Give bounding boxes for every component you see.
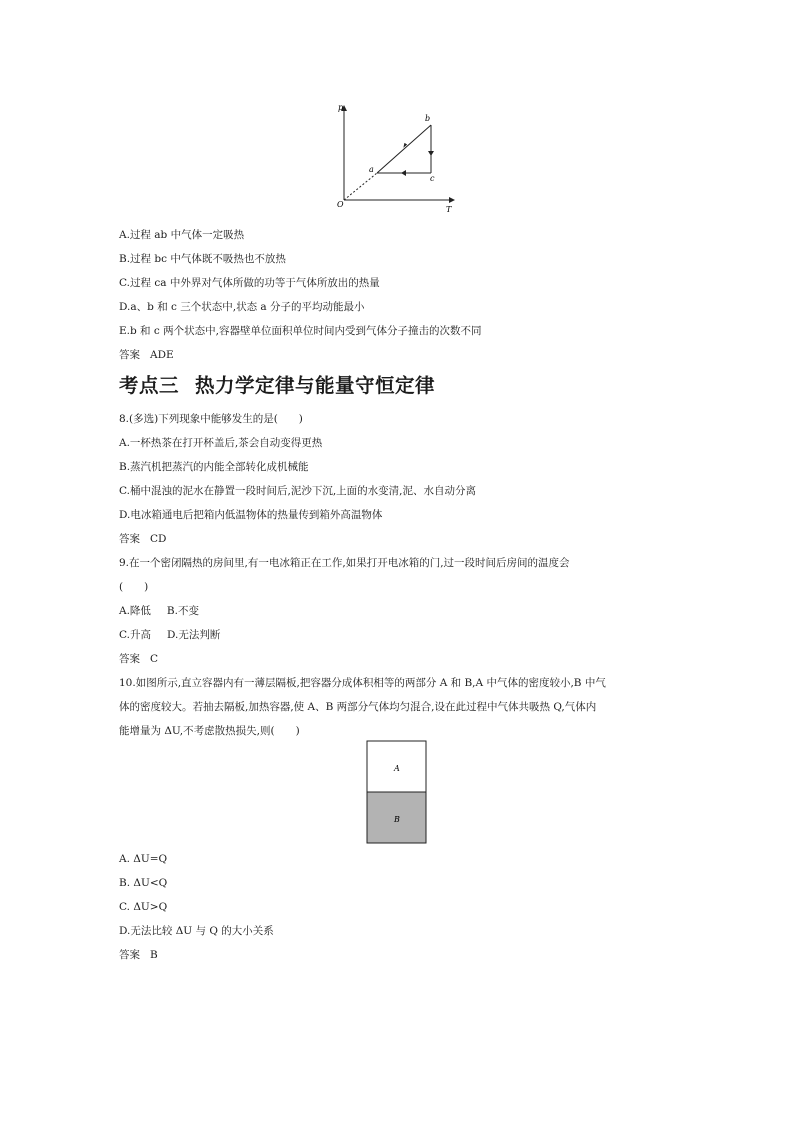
q8-option-a: A.一杯热茶在打开杯盖后,茶会自动变得更热 <box>119 437 323 449</box>
q10-stem-line1: 10.如图所示,直立容器内有一薄层隔板,把容器分成体积相等的两部分 A 和 B,A 中气体的密度较小,B 中气 <box>119 677 606 689</box>
q10-option-b: B. ΔU<Q <box>119 877 168 889</box>
q7-option-a: A.过程 ab 中气体一定吸热 <box>119 229 245 241</box>
point-c-label: c <box>430 174 435 183</box>
label-a: A <box>394 764 400 773</box>
process-ab-line <box>377 125 431 173</box>
q8-option-c: C.桶中混浊的泥水在静置一段时间后,泥沙下沉,上面的水变清,泥、水自动分离 <box>119 485 477 497</box>
label-b: B <box>394 815 400 824</box>
q7-option-d: D.a、b 和 c 三个状态中,状态 a 分子的平均动能最小 <box>119 301 365 313</box>
answer-value: ADE <box>150 349 174 361</box>
t-axis-label: T <box>446 205 452 214</box>
q7-option-c: C.过程 ca 中外界对气体所做的功等于气体所放出的热量 <box>119 277 380 289</box>
section-heading <box>119 374 435 398</box>
q8-option-d: D.电冰箱通电后把箱内低温物体的热量传到箱外高温物体 <box>119 509 383 521</box>
q9-option-d: D.无法判断 <box>167 629 221 641</box>
q9-options-row2 <box>119 628 220 642</box>
q10-answer <box>119 948 158 962</box>
q10-option-d: D.无法比较 ΔU 与 Q 的大小关系 <box>119 925 274 937</box>
q8-option-b: B.蒸汽机把蒸汽的内能全部转化成机械能 <box>119 461 309 473</box>
q10-option-c: C. ΔU>Q <box>119 901 168 913</box>
arrow-bc <box>428 151 434 156</box>
q9-stem-line2: ( ) <box>119 581 149 593</box>
q7-option-e: E.b 和 c 两个状态中,容器壁单位面积单位时间内受到气体分子撞击的次数不同 <box>119 325 482 337</box>
q9-option-c: C.升高 <box>119 629 151 641</box>
answer-label: 答案 <box>119 533 140 545</box>
q9-stem-line1: 9.在一个密闭隔热的房间里,有一电冰箱正在工作,如果打开电冰箱的门,过一段时间后房间的温度会 <box>119 557 570 569</box>
section-number: 考点三 <box>119 374 180 397</box>
point-b-label: b <box>425 114 431 123</box>
q7-answer <box>119 348 174 362</box>
origin-label: O <box>337 200 344 209</box>
q10-option-a: A. ΔU=Q <box>119 853 168 865</box>
answer-label: 答案 <box>119 949 140 961</box>
answer-label: 答案 <box>119 349 140 361</box>
extension-line <box>344 173 377 200</box>
answer-value: CD <box>150 533 167 545</box>
q9-option-b: B.不变 <box>166 605 199 617</box>
container-diagram <box>366 740 430 846</box>
q9-answer <box>119 652 158 666</box>
q8-answer <box>119 532 166 546</box>
answer-value: B <box>150 949 158 961</box>
q10-stem-line3: 能增量为 ΔU,不考虑散热损失,则( ) <box>119 725 300 737</box>
answer-label: 答案 <box>119 653 140 665</box>
answer-value: C <box>150 653 159 665</box>
section-title: 热力学定律与能量守恒定律 <box>195 374 436 397</box>
q7-option-b: B.过程 bc 中气体既不吸热也不放热 <box>119 253 286 265</box>
p-axis-label: p <box>338 103 344 112</box>
q9-options-row1 <box>119 604 199 618</box>
q10-stem-line2: 体的密度较大。若抽去隔板,加热容器,使 A、B 两部分气体均匀混合,设在此过程中气体共吸热 Q,气体内 <box>119 701 597 713</box>
point-a-label: a <box>369 165 374 174</box>
q9-option-a: A.降低 <box>119 605 151 617</box>
q8-stem: 8.(多选)下列现象中能够发生的是( ) <box>119 413 303 425</box>
p-t-graph <box>330 100 460 218</box>
arrow-ca <box>401 170 406 176</box>
